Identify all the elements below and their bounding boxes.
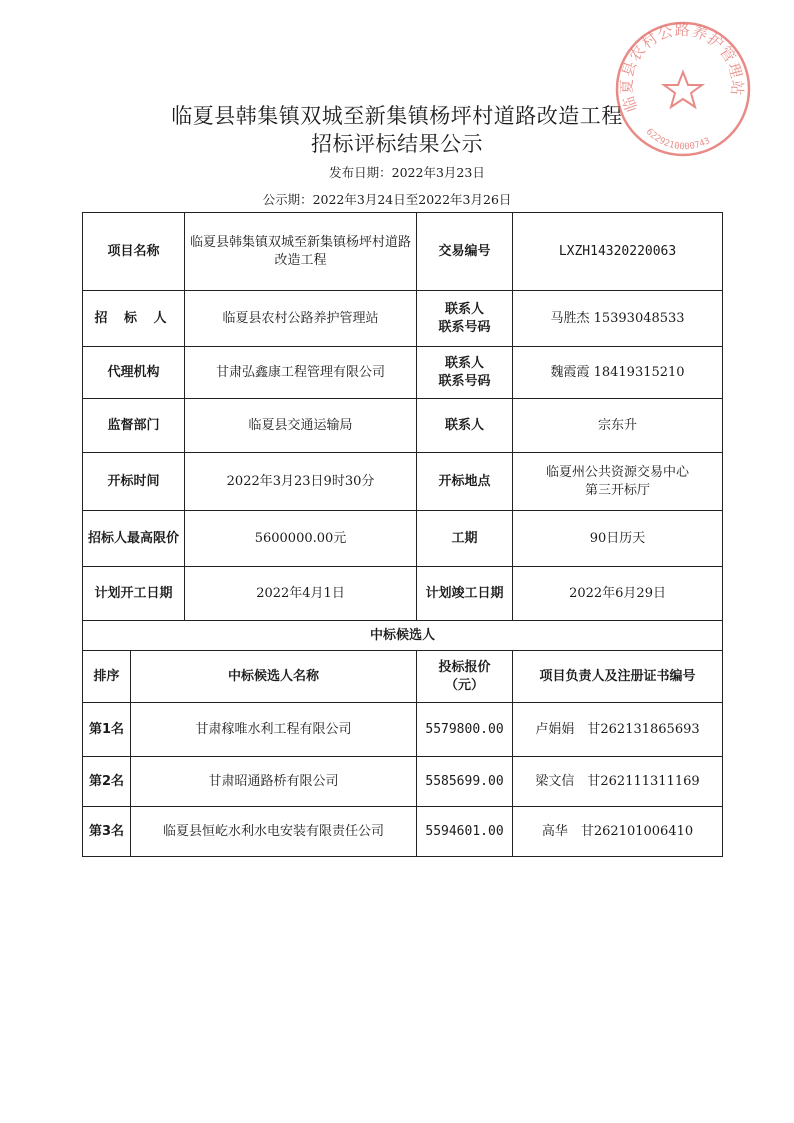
end-date-label: 计划竣工日期 (417, 567, 513, 621)
candidate-manager: 高华 甘262101006410 (513, 807, 723, 857)
col-price-header: 投标报价 （元） (417, 651, 513, 703)
bid-result-table (82, 212, 723, 857)
col-manager-header: 项目负责人及注册证书编号 (513, 651, 723, 703)
supervisor-value: 临夏县交通运输局 (185, 399, 417, 453)
seal-code: 6229210000743 (643, 127, 712, 153)
candidates-section-header (83, 621, 723, 651)
open-time-label: 开标时间 (83, 453, 185, 511)
col-name-header: 中标候选人名称 (131, 651, 417, 703)
project-name-value: 临夏县韩集镇双城至新集镇杨坪村道路改造工程 (185, 213, 417, 291)
max-price-label: 招标人最高限价 (83, 511, 185, 567)
candidate-manager: 梁文信 甘262111311169 (513, 757, 723, 807)
candidate-name: 甘肃昭通路桥有限公司 (131, 757, 417, 807)
candidate-price: 5585699.00 (417, 757, 513, 807)
candidate-rank: 第2名 (83, 757, 131, 807)
supervisor-label: 监督部门 (83, 399, 185, 453)
tenderer-label: 招 标 人 (83, 291, 185, 347)
page-subtitle: 招标评标结果公示 (311, 132, 483, 156)
candidate-price: 5594601.00 (417, 807, 513, 857)
official-seal (608, 14, 758, 164)
candidate-rank: 第1名 (83, 703, 131, 757)
duration-value: 90日历天 (513, 511, 723, 567)
candidate-manager: 卢娟娟 甘262131865693 (513, 703, 723, 757)
open-place-value: 临夏州公共资源交易中心 第三开标厅 (513, 453, 723, 511)
candidate-row (83, 703, 723, 757)
page-title: 临夏县韩集镇双城至新集镇杨坪村道路改造工程 (171, 104, 623, 128)
row-project-name (83, 213, 723, 291)
supervisor-contact-label: 联系人 (417, 399, 513, 453)
candidates-column-headers (83, 651, 723, 703)
candidate-name: 甘肃稼唯水利工程有限公司 (131, 703, 417, 757)
row-schedule (83, 567, 723, 621)
candidate-name: 临夏县恒屹水利水电安装有限责任公司 (131, 807, 417, 857)
trade-no-label: 交易编号 (417, 213, 513, 291)
row-supervisor (83, 399, 723, 453)
row-max-price (83, 511, 723, 567)
notice-period: 公示期：2022年3月24日至2022年3月26日 (262, 192, 512, 207)
start-date-label: 计划开工日期 (83, 567, 185, 621)
candidates-section-title: 中标候选人 (83, 621, 723, 651)
tenderer-contact-label: 联系人 联系号码 (417, 291, 513, 347)
agency-label: 代理机构 (83, 347, 185, 399)
row-tenderer (83, 291, 723, 347)
candidate-row (83, 807, 723, 857)
agency-contact-label: 联系人 联系号码 (417, 347, 513, 399)
tenderer-value: 临夏县农村公路养护管理站 (185, 291, 417, 347)
supervisor-contact-value: 宗东升 (513, 399, 723, 453)
project-name-label: 项目名称 (83, 213, 185, 291)
agency-contact-value: 魏霞霞 18419315210 (513, 347, 723, 399)
duration-label: 工期 (417, 511, 513, 567)
trade-no-value: LXZH14320220063 (513, 213, 723, 291)
seal-star-icon (664, 72, 702, 107)
row-open-time (83, 453, 723, 511)
start-date-value: 2022年4月1日 (185, 567, 417, 621)
candidate-rank: 第3名 (83, 807, 131, 857)
seal-text: 临夏县农村公路养护管理站 (617, 21, 747, 114)
agency-value: 甘肃弘鑫康工程管理有限公司 (185, 347, 417, 399)
max-price-value: 5600000.00元 (185, 511, 417, 567)
candidate-price: 5579800.00 (417, 703, 513, 757)
tenderer-contact-value: 马胜杰 15393048533 (513, 291, 723, 347)
open-place-label: 开标地点 (417, 453, 513, 511)
col-rank-header: 排序 (83, 651, 131, 703)
publish-date: 发布日期：2022年3月23日 (329, 165, 485, 180)
end-date-value: 2022年6月29日 (513, 567, 723, 621)
candidate-row (83, 757, 723, 807)
row-agency (83, 347, 723, 399)
open-time-value: 2022年3月23日9时30分 (185, 453, 417, 511)
